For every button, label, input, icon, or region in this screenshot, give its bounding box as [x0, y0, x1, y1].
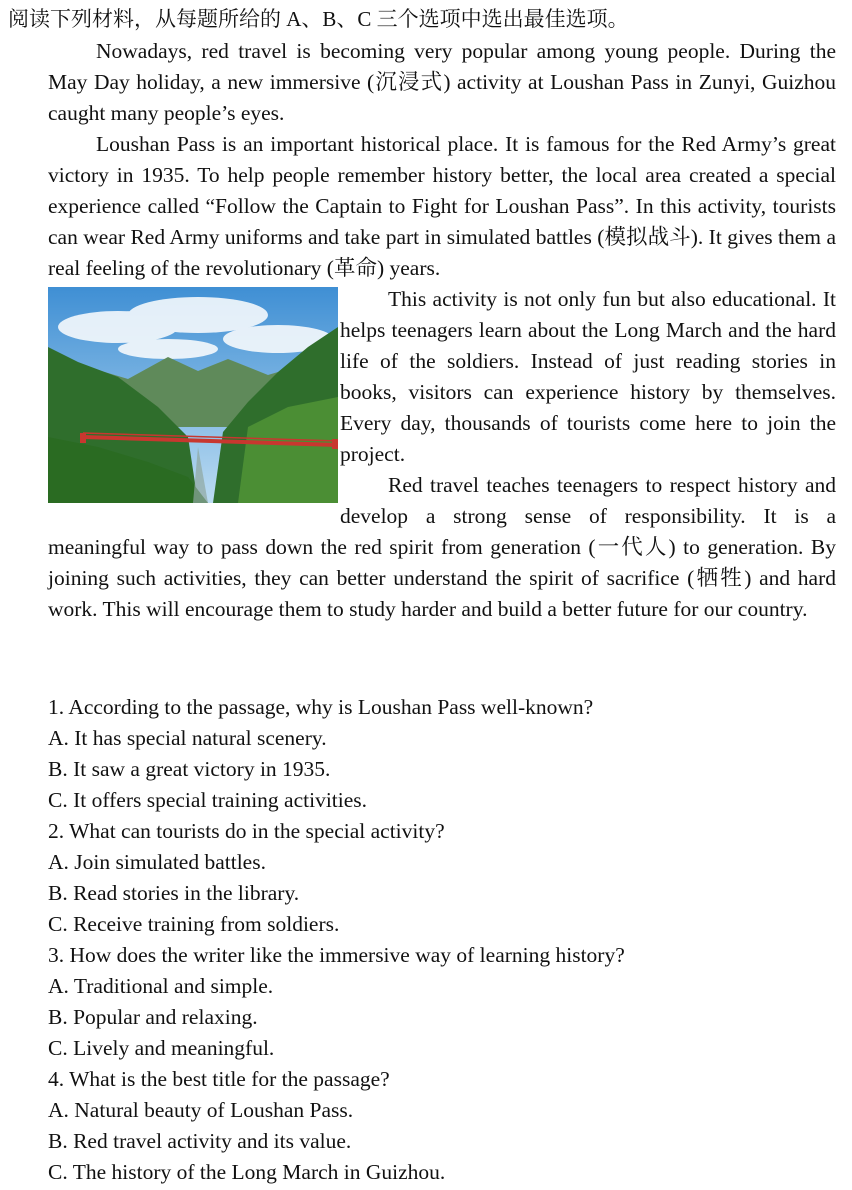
- option-a: A. It has special natural scenery.: [48, 726, 327, 750]
- option-b: B. Read stories in the library.: [48, 881, 300, 905]
- reading-passage: [48, 36, 836, 625]
- option-a: A. Traditional and simple.: [48, 974, 274, 998]
- passage-paragraph-4: Red travel teaches teenagers to respect history and develop a strong sense of responsibility. It is a meaningful way to pass down the red spirit from generation (一代人) to generation. By joining such activities, they can better understand the spirit of sacrifice (牺牲) and hard work. This will encourage them to study harder and build a better future for our country.: [48, 473, 836, 621]
- question-4: [48, 1064, 838, 1188]
- question-1: [48, 692, 838, 816]
- option-c: C. Lively and meaningful.: [48, 1036, 275, 1060]
- option-c: C. It offers special training activities.: [48, 788, 368, 812]
- option-c: C. Receive training from soldiers.: [48, 912, 340, 936]
- question-stem: 2. What can tourists do in the special activity?: [48, 819, 445, 843]
- passage-paragraph-3: This activity is not only fun but also educational. It helps teenagers learn about the Long March and the hard life of the soldiers. Instead of just reading stories in books, visitors can experience history by themselves. Every day, thousands of tourists come here to join the project.: [340, 287, 836, 466]
- option-a: A. Join simulated battles.: [48, 850, 266, 874]
- option-a: A. Natural beauty of Loushan Pass.: [48, 1098, 354, 1122]
- instruction-text: 阅读下列材料，从每题所给的 A、B、C 三个选项中选出最佳选项。: [8, 7, 629, 31]
- passage-paragraph-1: Nowadays, red travel is becoming very popular among young people. During the May Day holiday, a new immersive (沉浸式) activity at Loushan Pass in Zunyi, Guizhou caught many people’s eyes.: [48, 39, 836, 125]
- question-stem: 3. How does the writer like the immersive way of learning history?: [48, 943, 625, 967]
- option-b: B. Popular and relaxing.: [48, 1005, 258, 1029]
- option-c: C. The history of the Long March in Guizhou.: [48, 1160, 446, 1184]
- question-list: [48, 692, 838, 1188]
- question-stem: 1. According to the passage, why is Loushan Pass well-known?: [48, 695, 594, 719]
- mountain-valley-bridge-photo: [48, 287, 338, 503]
- question-2: [48, 816, 838, 940]
- option-b: B. It saw a great victory in 1935.: [48, 757, 331, 781]
- question-stem: 4. What is the best title for the passage?: [48, 1067, 390, 1091]
- option-b: B. Red travel activity and its value.: [48, 1129, 352, 1153]
- passage-paragraph-2: Loushan Pass is an important historical place. It is famous for the Red Army’s great victory in 1935. To help people remember history better, the local area created a special experience called “Follow the Captain to Fight for Loushan Pass”. In this activity, tourists can wear Red Army uniforms and take part in simulated battles (模拟战斗). It gives them a real feeling of the revolutionary (革命) years.: [48, 132, 836, 280]
- question-3: [48, 940, 838, 1064]
